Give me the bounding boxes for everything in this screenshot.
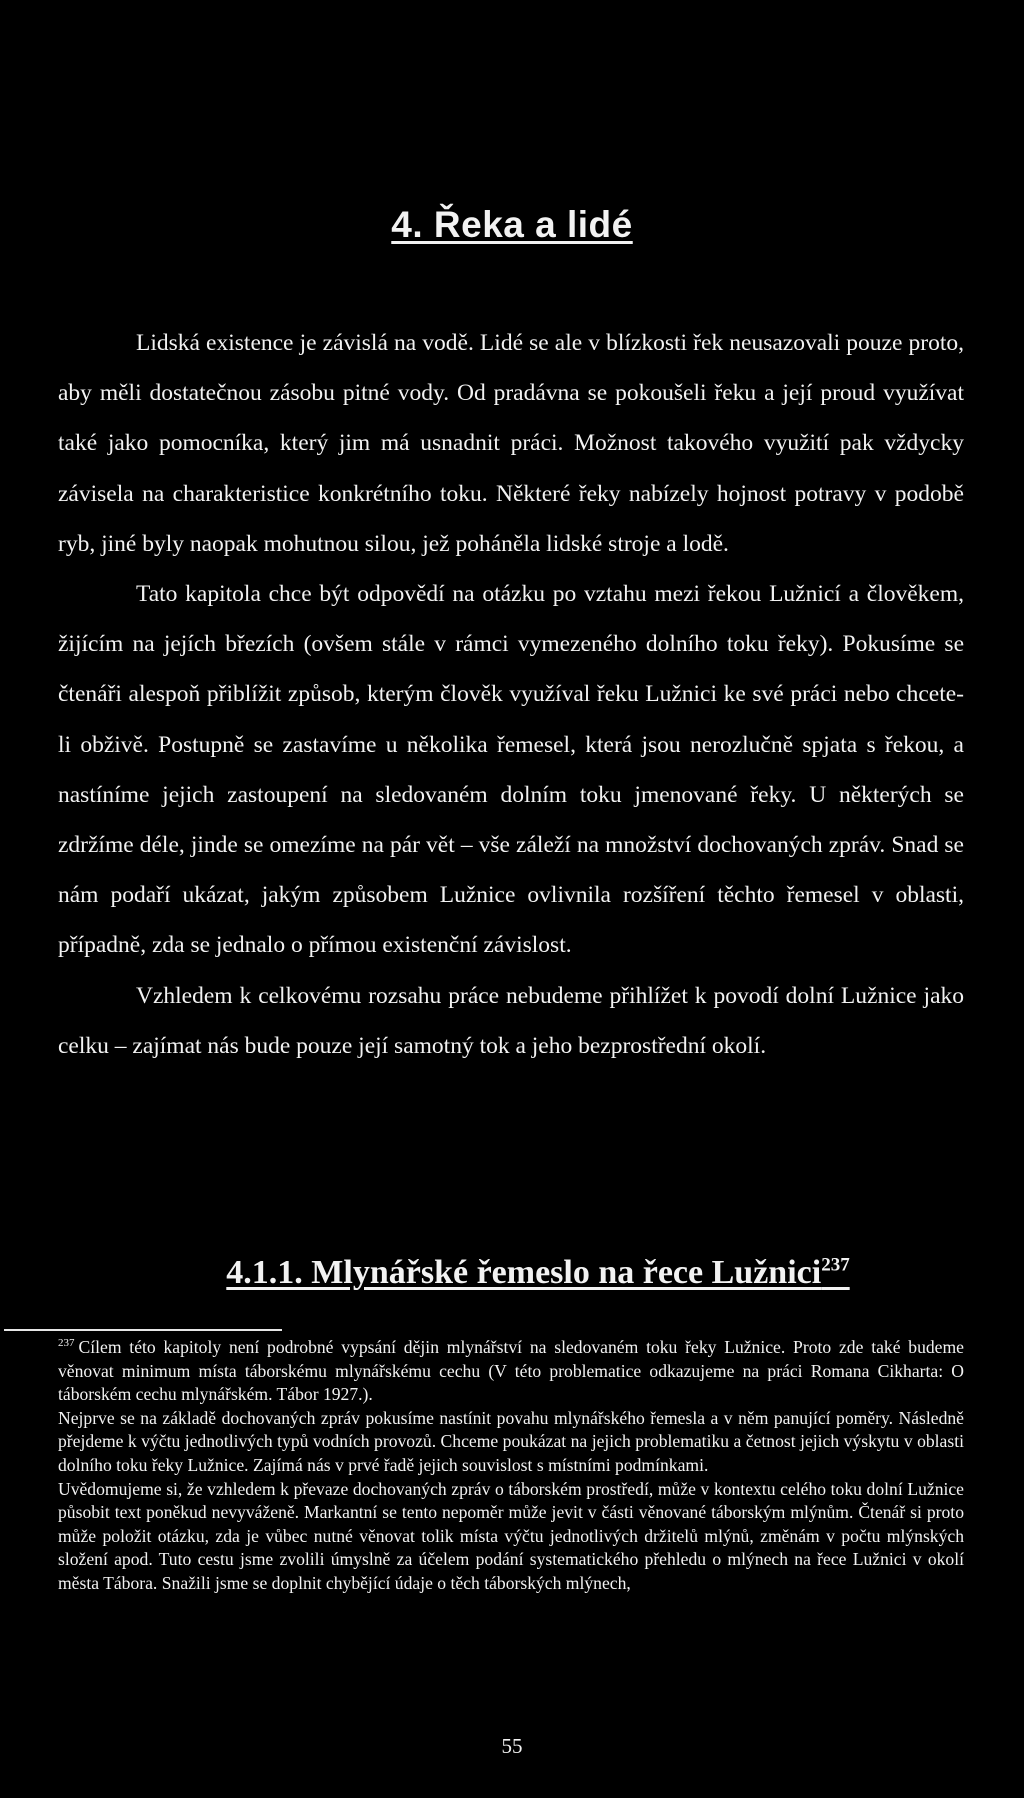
body-paragraph: Tato kapitola chce být odpovědí na otázku po vztahu mezi řekou Lužnicí a člověkem, žijícím na jejích březích (ovšem stále v rámci vymezeného dolního toku řeky). Pokusíme se čtenáři alespoň přiblížit způsob, kterým člověk využíval řeku Lužnici ke své práci nebo chcete-li obživě. Postupně se zastavíme u několika řemesel, která jsou nerozlučně spjata s řekou, a nastíníme jejich zastoupení na sledovaném dolním toku jmenované řeky. U některých se zdržíme déle, jinde se omezíme na pár vět – vše záleží na množství dochovaných zpráv. Snad se nám podaří ukázat, jakým způsobem Lužnice ovlivnila rozšíření těchto řemesel v oblasti, případně, zda se jednalo o přímou existenční závislost. bbox=[58, 581, 964, 959]
section-heading-text: 4.1.1. Mlynářské řemeslo na řece Lužnici bbox=[226, 1254, 822, 1291]
footnote-reference: 237 bbox=[821, 1254, 850, 1276]
body-paragraph: Lidská existence je závislá na vodě. Lidé se ale v blízkosti řek neusazovali pouze proto, aby měli dostatečnou zásobu pitné vody. Od pradávna se pokoušeli řeku a její proud využívat také jako pomocníka, který jim má usnadnit práci. Možnost takového využití pak vždycky závisela na charakteristice konkrétního toku. Některé řeky nabízely hojnost potravy v podobě ryb, jiné byly naopak mohutnou silou, jež poháněla lidské stroje a lodě. bbox=[58, 330, 964, 557]
page-number: 55 bbox=[501, 1734, 523, 1758]
footnote-divider bbox=[4, 1329, 282, 1331]
section-heading bbox=[0, 1254, 1024, 1292]
footnote-paragraph: Nejprve se na základě dochovaných zpráv pokusíme nastínit povahu mlynářského řemesla a v něm panující poměry. Následně přejdeme k výčtu jednotlivých typů vodních provozů. Chceme poukázat na jejich problematiku a četnost jejich výskytu v oblasti dolního toku řeky Lužnice. Zajímá nás v prvé řadě jejich souvislost s místními podmínkami. bbox=[58, 1407, 964, 1475]
footnote-paragraph: Uvědomujeme si, že vzhledem k převaze dochovaných zpráv o táborském prostředí, může v kontextu celého toku dolní Lužnice působit text poněkud nevyváženě. Markantní se tento nepoměr může jevit v části věnované táborským mlýnům. Čtenář si proto může položit otázku, zda je vůbec nutné věnovat tolik místa výčtu jednotlivých držitelů mlýnů, změnám v počtu mlýnských složení apod. Tuto cestu jsme zvolili úmyslně za účelem podání systematického přehledu o mlýnech na řece Lužnici v okolí města Tábora. Snažili jsme se doplnit chybějící údaje o těch táborských mlýnech, bbox=[58, 1478, 964, 1593]
body-paragraph: Vzhledem k celkovému rozsahu práce nebudeme přihlížet k povodí dolní Lužnice jako celku – zajímat nás bude pouze její samotný tok a jeho bezprostřední okolí. bbox=[58, 982, 964, 1059]
footnote-number: 237 bbox=[58, 1337, 75, 1350]
chapter-title: 4. Řeka a lidé bbox=[391, 204, 633, 245]
footnote-paragraph bbox=[58, 1336, 964, 1407]
footnote-paragraph-text: Cílem této kapitoly není podrobné vypsání dějin mlynářství na sledovaném toku řeky Lužnice. Proto zde také budeme věnovat minimum místa táborskému mlynářskému cechu (V této problematice odkazujeme na práci Romana Cikharta: O táborském cechu mlynářském. Tábor 1927.). bbox=[58, 1337, 964, 1405]
footnote bbox=[58, 1336, 964, 1596]
body-text bbox=[58, 318, 964, 1071]
